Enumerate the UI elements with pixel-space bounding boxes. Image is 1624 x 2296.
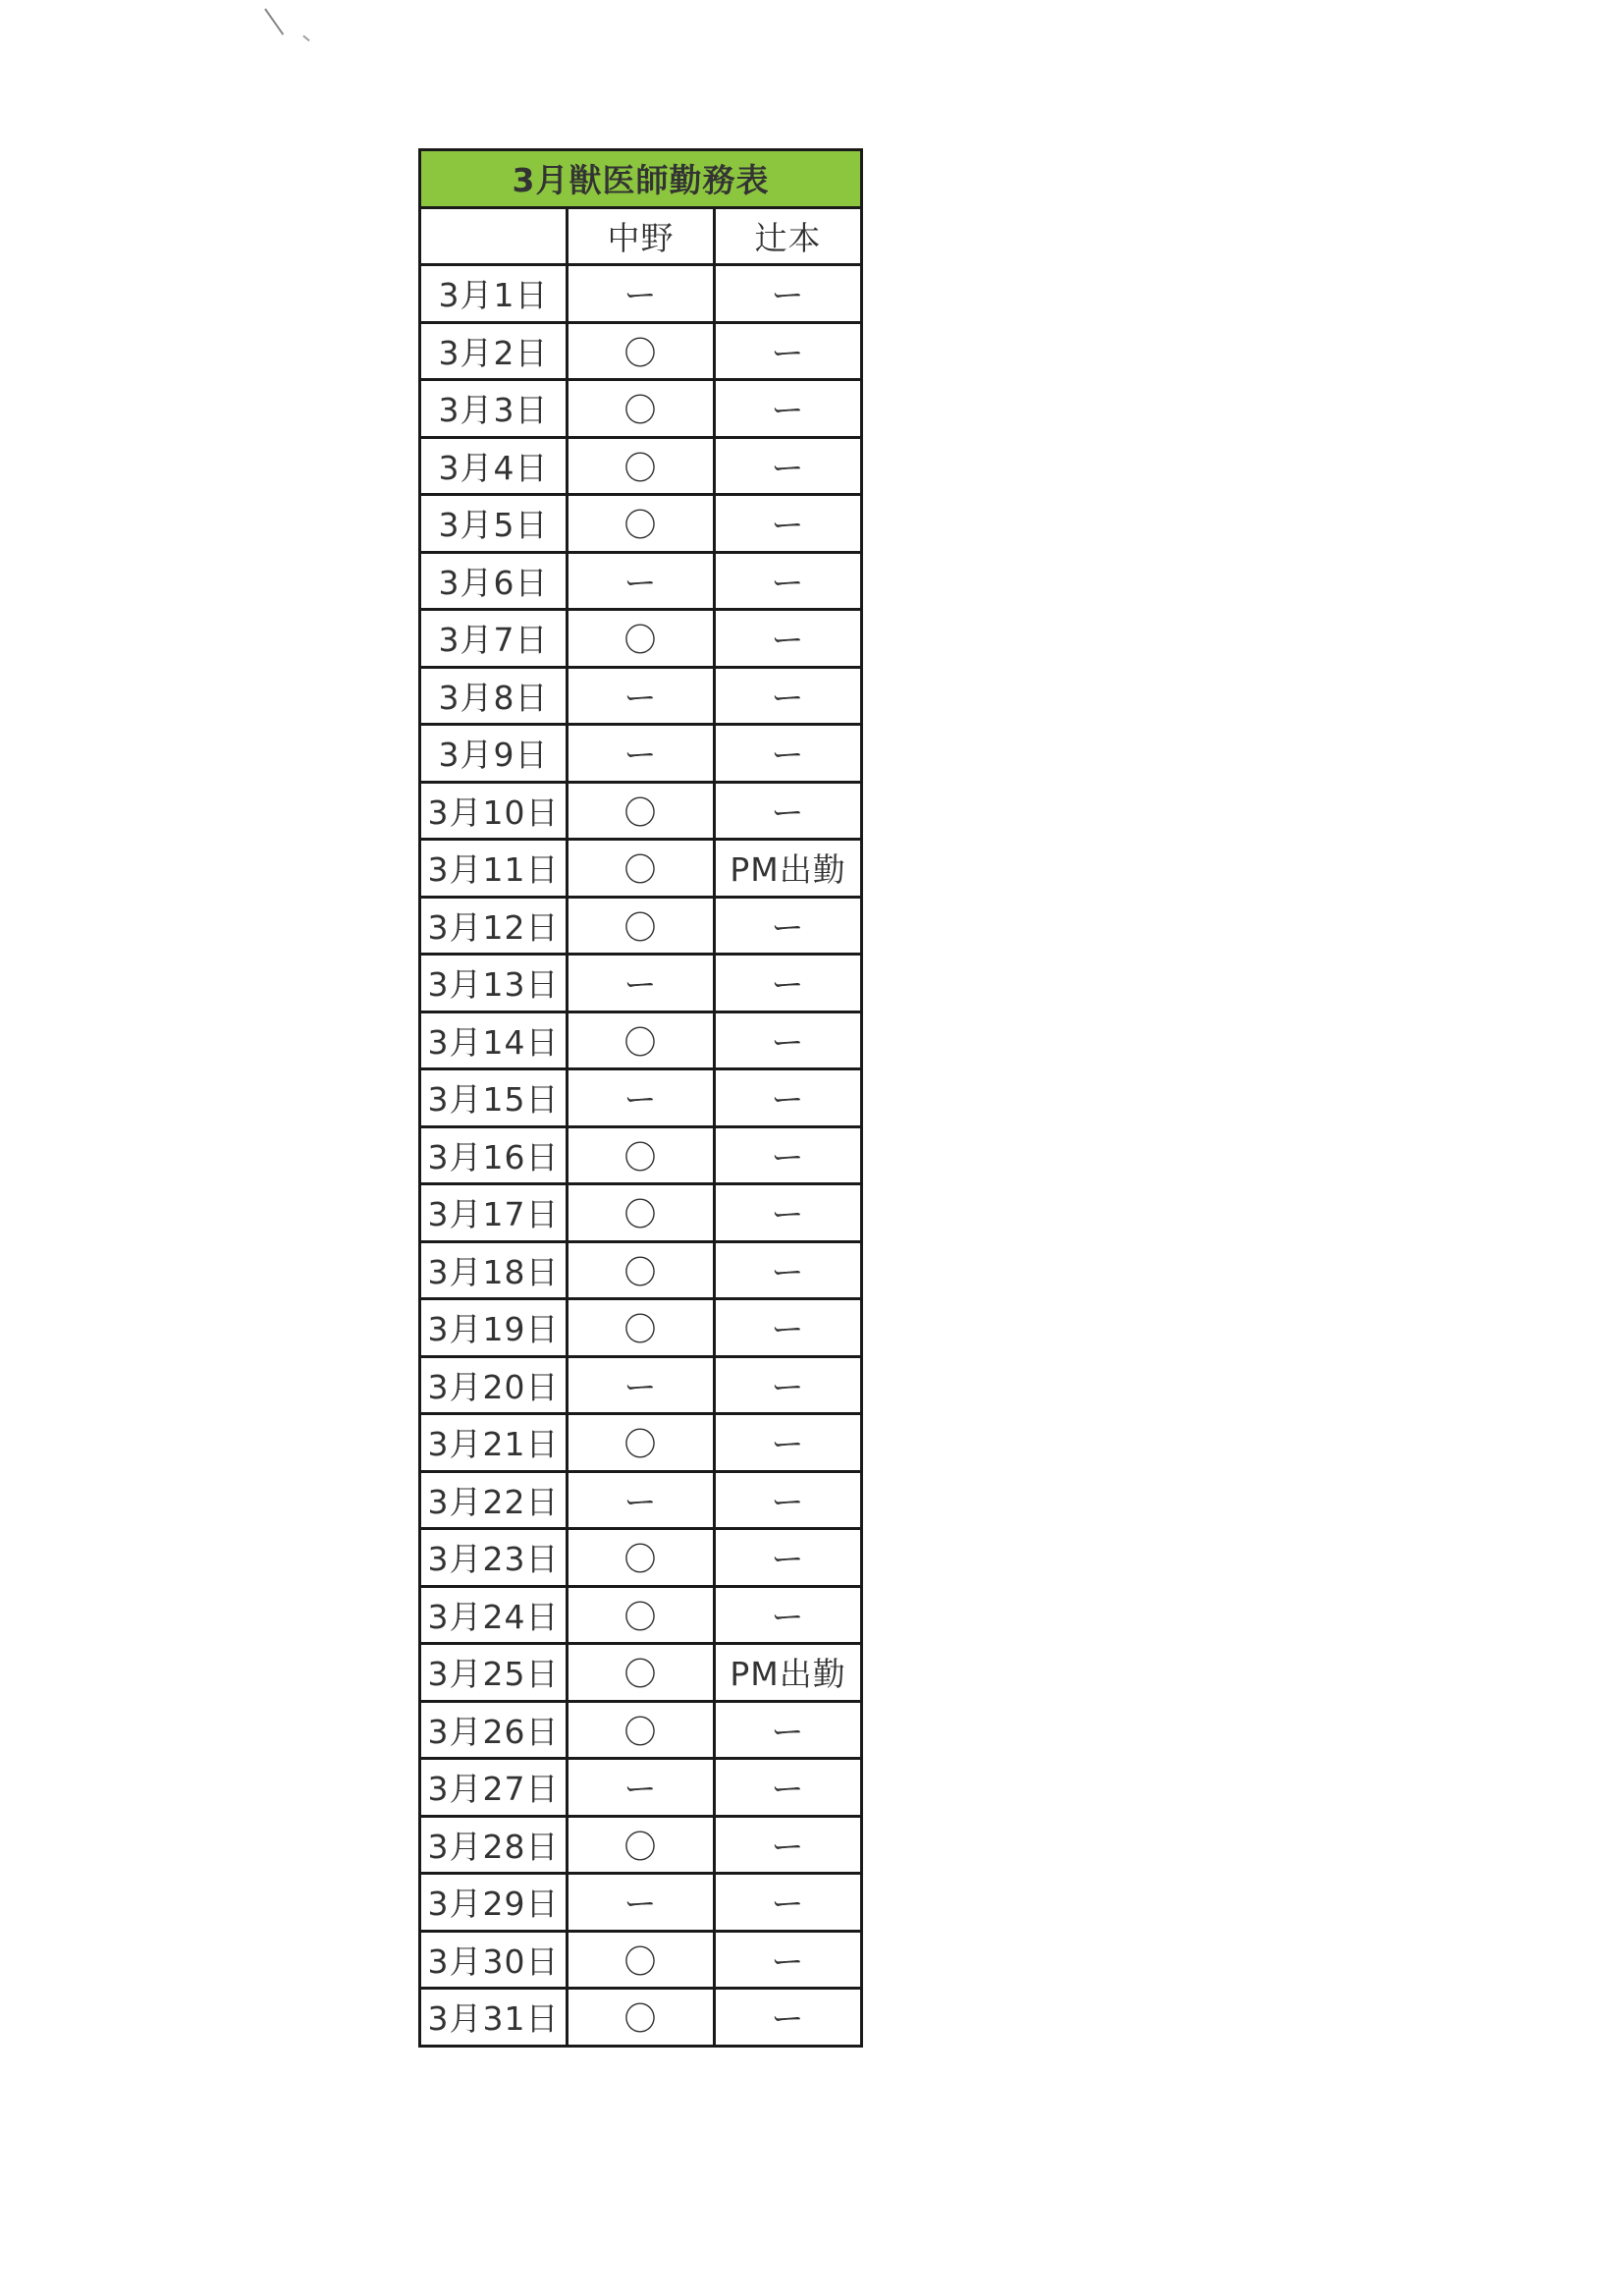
date-cell: 3月12日 — [420, 897, 568, 955]
nakano-cell: 〇 — [568, 782, 715, 840]
nakano-cell: 〇 — [568, 1241, 715, 1299]
nakano-cell: 〇 — [568, 1011, 715, 1069]
nakano-cell: 〇 — [568, 1931, 715, 1989]
nakano-cell: 〇 — [568, 1299, 715, 1357]
tsujimoto-cell: ー — [715, 1586, 862, 1644]
tsujimoto-cell: ー — [715, 725, 862, 783]
table-row — [420, 1586, 862, 1644]
date-cell: 3月11日 — [420, 840, 568, 898]
tsujimoto-cell: ー — [715, 1241, 862, 1299]
nakano-cell: ー — [568, 552, 715, 610]
nakano-cell: 〇 — [568, 897, 715, 955]
table-row — [420, 1356, 862, 1414]
tsujimoto-cell: ー — [715, 1011, 862, 1069]
tsujimoto-cell: ー — [715, 955, 862, 1012]
nakano-cell: ー — [568, 1471, 715, 1529]
table-row — [420, 1299, 862, 1357]
tsujimoto-cell: ー — [715, 1356, 862, 1414]
nakano-cell: 〇 — [568, 1126, 715, 1184]
date-cell: 3月7日 — [420, 610, 568, 668]
schedule-body — [420, 265, 862, 2047]
tsujimoto-cell: ー — [715, 322, 862, 380]
tsujimoto-cell: ー — [715, 610, 862, 668]
date-cell: 3月16日 — [420, 1126, 568, 1184]
tsujimoto-cell: ー — [715, 1931, 862, 1989]
nakano-cell: ー — [568, 1356, 715, 1414]
date-cell: 3月26日 — [420, 1701, 568, 1759]
date-cell: 3月6日 — [420, 552, 568, 610]
nakano-cell: ー — [568, 1759, 715, 1817]
nakano-cell: 〇 — [568, 840, 715, 898]
table-row — [420, 1529, 862, 1587]
header-tsujimoto: 辻本 — [715, 207, 862, 265]
nakano-cell: 〇 — [568, 1644, 715, 1702]
nakano-cell: ー — [568, 955, 715, 1012]
tsujimoto-cell: ー — [715, 667, 862, 725]
date-cell: 3月3日 — [420, 380, 568, 438]
table-row — [420, 1759, 862, 1817]
table-row — [420, 1184, 862, 1242]
table-row — [420, 1241, 862, 1299]
scan-artifact-mark-small — [302, 35, 309, 42]
tsujimoto-cell: ー — [715, 380, 862, 438]
table-row — [420, 437, 862, 495]
date-cell: 3月31日 — [420, 1989, 568, 2047]
table-row — [420, 897, 862, 955]
table-row — [420, 552, 862, 610]
date-cell: 3月8日 — [420, 667, 568, 725]
date-cell: 3月4日 — [420, 437, 568, 495]
nakano-cell: 〇 — [568, 1701, 715, 1759]
tsujimoto-cell: PM出勤 — [715, 840, 862, 898]
nakano-cell: 〇 — [568, 437, 715, 495]
nakano-cell: 〇 — [568, 1184, 715, 1242]
nakano-cell: 〇 — [568, 1989, 715, 2047]
table-row — [420, 725, 862, 783]
date-cell: 3月21日 — [420, 1414, 568, 1472]
title-row — [420, 150, 862, 208]
tsujimoto-cell: ー — [715, 1126, 862, 1184]
date-cell: 3月13日 — [420, 955, 568, 1012]
table-row — [420, 380, 862, 438]
header-nakano: 中野 — [568, 207, 715, 265]
tsujimoto-cell: ー — [715, 1471, 862, 1529]
table-row — [420, 1644, 862, 1702]
nakano-cell: ー — [568, 667, 715, 725]
date-cell: 3月23日 — [420, 1529, 568, 1587]
date-cell: 3月20日 — [420, 1356, 568, 1414]
table-row — [420, 1069, 862, 1127]
table-row — [420, 840, 862, 898]
date-cell: 3月15日 — [420, 1069, 568, 1127]
tsujimoto-cell: ー — [715, 552, 862, 610]
tsujimoto-cell: ー — [715, 1989, 862, 2047]
table-row — [420, 1816, 862, 1874]
date-cell: 3月17日 — [420, 1184, 568, 1242]
tsujimoto-cell: ー — [715, 1874, 862, 1932]
nakano-cell: 〇 — [568, 322, 715, 380]
table-row — [420, 1011, 862, 1069]
tsujimoto-cell: ー — [715, 897, 862, 955]
tsujimoto-cell: PM出勤 — [715, 1644, 862, 1702]
table-row — [420, 322, 862, 380]
header-row — [420, 207, 862, 265]
scan-artifact-mark — [264, 8, 284, 34]
date-cell: 3月29日 — [420, 1874, 568, 1932]
date-cell: 3月27日 — [420, 1759, 568, 1817]
tsujimoto-cell: ー — [715, 1529, 862, 1587]
nakano-cell: ー — [568, 265, 715, 323]
table-row — [420, 1471, 862, 1529]
date-cell: 3月19日 — [420, 1299, 568, 1357]
nakano-cell: ー — [568, 1069, 715, 1127]
tsujimoto-cell: ー — [715, 1701, 862, 1759]
tsujimoto-cell: ー — [715, 1816, 862, 1874]
table-row — [420, 495, 862, 553]
nakano-cell: 〇 — [568, 1816, 715, 1874]
table-row — [420, 265, 862, 323]
header-blank — [420, 207, 568, 265]
nakano-cell: ー — [568, 725, 715, 783]
nakano-cell: 〇 — [568, 1586, 715, 1644]
tsujimoto-cell: ー — [715, 265, 862, 323]
table-row — [420, 1701, 862, 1759]
nakano-cell: 〇 — [568, 1414, 715, 1472]
table-row — [420, 1989, 862, 2047]
date-cell: 3月9日 — [420, 725, 568, 783]
tsujimoto-cell: ー — [715, 1299, 862, 1357]
table-row — [420, 610, 862, 668]
tsujimoto-cell: ー — [715, 495, 862, 553]
tsujimoto-cell: ー — [715, 782, 862, 840]
tsujimoto-cell: ー — [715, 1414, 862, 1472]
nakano-cell: 〇 — [568, 610, 715, 668]
date-cell: 3月30日 — [420, 1931, 568, 1989]
tsujimoto-cell: ー — [715, 437, 862, 495]
date-cell: 3月18日 — [420, 1241, 568, 1299]
date-cell: 3月25日 — [420, 1644, 568, 1702]
nakano-cell: 〇 — [568, 380, 715, 438]
date-cell: 3月24日 — [420, 1586, 568, 1644]
table-row — [420, 1931, 862, 1989]
tsujimoto-cell: ー — [715, 1759, 862, 1817]
table-row — [420, 1414, 862, 1472]
nakano-cell: ー — [568, 1874, 715, 1932]
table-row — [420, 1874, 862, 1932]
table-title: 3月獣医師勤務表 — [420, 150, 862, 208]
tsujimoto-cell: ー — [715, 1184, 862, 1242]
table-row — [420, 955, 862, 1012]
table-row — [420, 667, 862, 725]
date-cell: 3月2日 — [420, 322, 568, 380]
nakano-cell: 〇 — [568, 1529, 715, 1587]
date-cell: 3月5日 — [420, 495, 568, 553]
table-row — [420, 1126, 862, 1184]
date-cell: 3月14日 — [420, 1011, 568, 1069]
table-row — [420, 782, 862, 840]
date-cell: 3月1日 — [420, 265, 568, 323]
nakano-cell: 〇 — [568, 495, 715, 553]
date-cell: 3月28日 — [420, 1816, 568, 1874]
date-cell: 3月10日 — [420, 782, 568, 840]
date-cell: 3月22日 — [420, 1471, 568, 1529]
tsujimoto-cell: ー — [715, 1069, 862, 1127]
vet-schedule-table — [418, 148, 863, 2048]
